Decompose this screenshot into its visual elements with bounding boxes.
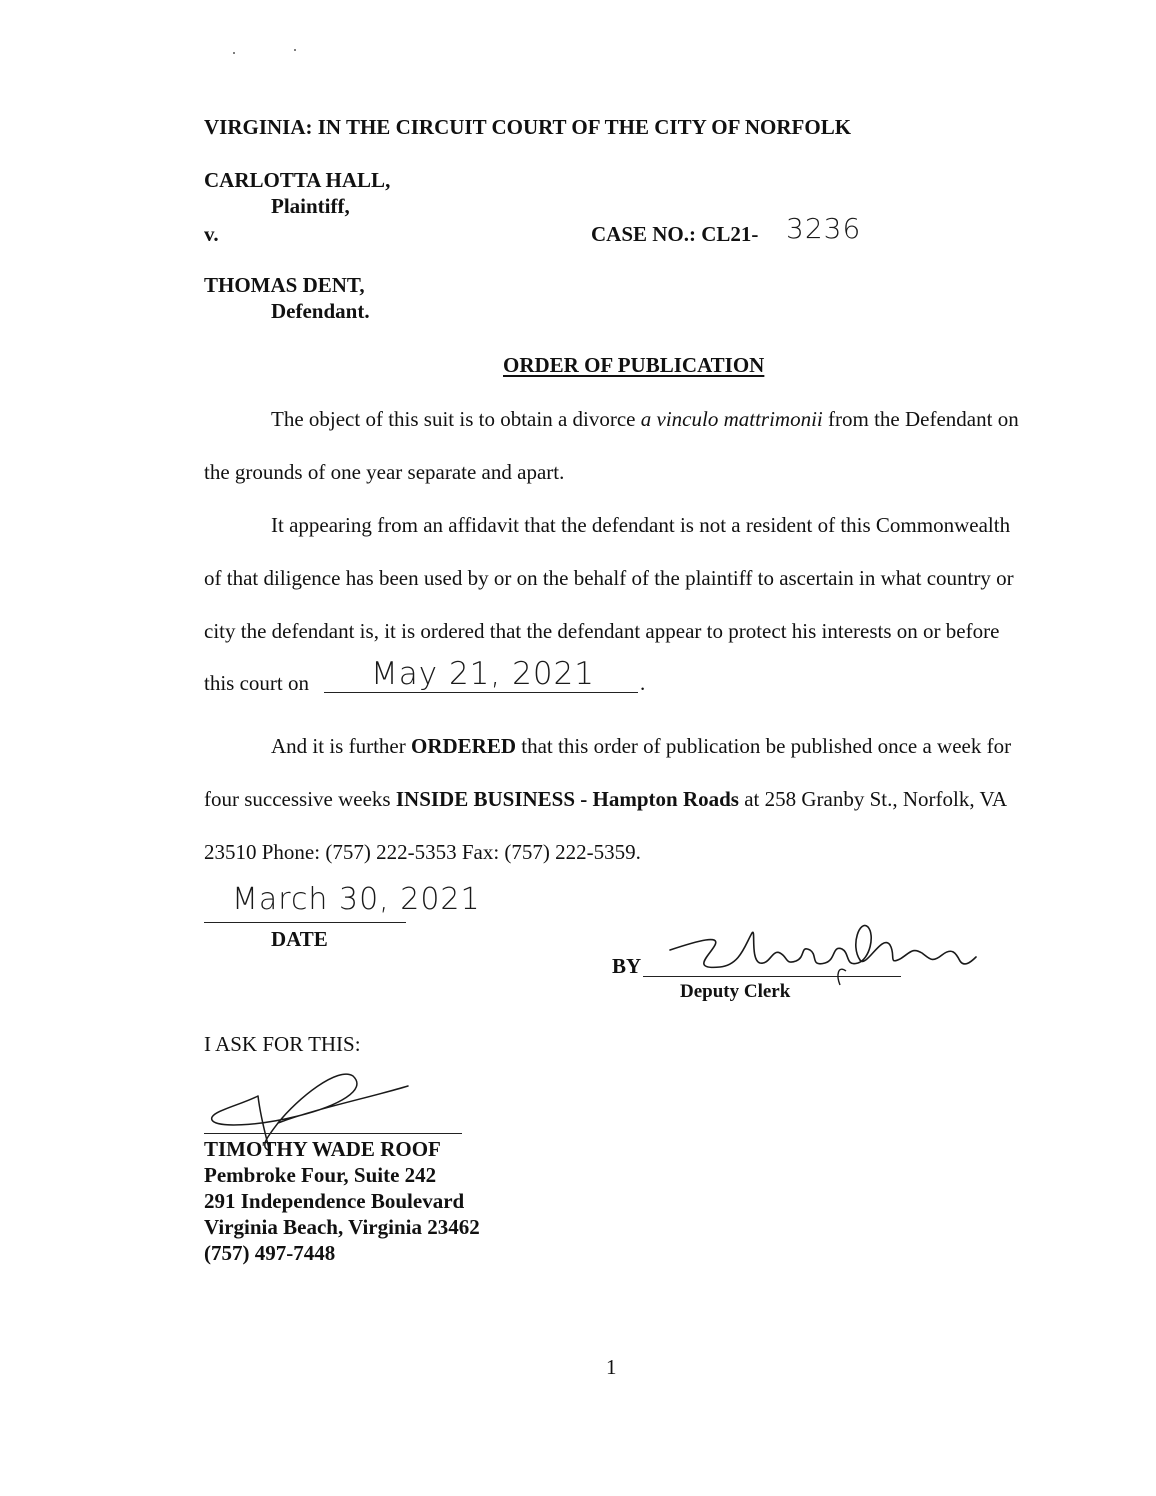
attorney-name: TIMOTHY WADE ROOF xyxy=(204,1137,441,1161)
paragraph-1-line-1 xyxy=(271,407,1019,432)
publication-name: INSIDE BUSINESS - Hampton Roads xyxy=(395,787,739,811)
order-title: ORDER OF PUBLICATION xyxy=(503,353,765,377)
attorney-address-line-1: Pembroke Four, Suite 242 xyxy=(204,1163,437,1187)
paragraph-2-line-3: city the defendant is, it is ordered that the defendant appear to protect his interests on or before xyxy=(204,619,1000,643)
paragraph-3-line-1 xyxy=(271,734,1011,759)
latin-phrase: a vinculo mattrimonii xyxy=(640,407,823,431)
paragraph-2-line-1: It appearing from an affidavit that the defendant is not a resident of this Commonwealth xyxy=(271,513,1011,537)
p3-line2-end: at 258 Granby St., Norfolk, VA xyxy=(738,787,1008,811)
clerk-title: Deputy Clerk xyxy=(680,981,791,1002)
court-heading: VIRGINIA: IN THE CIRCUIT COURT OF THE CITY OF NORFOLK xyxy=(204,115,852,139)
date-signature-line xyxy=(204,922,406,923)
case-number-label: CASE NO.: CL21- xyxy=(591,222,759,246)
paragraph-1-line-2: the grounds of one year separate and apart. xyxy=(204,460,565,484)
appearance-date-handwritten: May 21, 2021 xyxy=(371,656,595,692)
paragraph-2-line-4-end: . xyxy=(640,671,646,695)
defendant-name: THOMAS DENT, xyxy=(204,273,365,297)
paragraph-3-line-3: 23510 Phone: (757) 222-5353 Fax: (757) 222-5359. xyxy=(204,840,641,864)
paragraph-2-line-2: of that diligence has been used by or on the behalf of the plaintiff to ascertain in what country or xyxy=(204,566,1014,590)
scan-speck xyxy=(233,52,235,54)
defendant-role: Defendant. xyxy=(271,299,370,323)
versus-label: v. xyxy=(204,222,219,246)
p3-text-end: that this order of publication be published once a week for xyxy=(516,734,1012,758)
p3-text-start: And it is further xyxy=(271,734,411,758)
attorney-address-line-3: Virginia Beach, Virginia 23462 xyxy=(204,1215,480,1239)
ask-for-this-label: I ASK FOR THIS: xyxy=(204,1032,361,1056)
case-number-handwritten: 3236 xyxy=(786,212,862,245)
appearance-date-line xyxy=(324,692,638,693)
paragraph-2-line-4-start: this court on xyxy=(204,671,309,695)
date-label: DATE xyxy=(271,927,328,951)
ordered-keyword: ORDERED xyxy=(410,734,516,758)
attorney-phone: (757) 497-7448 xyxy=(204,1241,336,1265)
order-date-handwritten: March 30, 2021 xyxy=(232,882,481,917)
by-label: BY xyxy=(612,954,642,978)
page-number: 1 xyxy=(606,1355,617,1379)
plaintiff-role: Plaintiff, xyxy=(271,194,350,218)
p1-text-start: The object of this suit is to obtain a divorce xyxy=(271,407,641,431)
plaintiff-name: CARLOTTA HALL, xyxy=(204,168,391,192)
p1-text-end: from the Defendant on xyxy=(822,407,1019,431)
p3-line2-start: four successive weeks xyxy=(204,787,396,811)
scan-speck xyxy=(294,49,296,51)
attorney-signature-line xyxy=(204,1133,462,1134)
attorney-address-line-2: 291 Independence Boulevard xyxy=(204,1189,465,1213)
paragraph-3-line-2 xyxy=(204,787,1007,812)
